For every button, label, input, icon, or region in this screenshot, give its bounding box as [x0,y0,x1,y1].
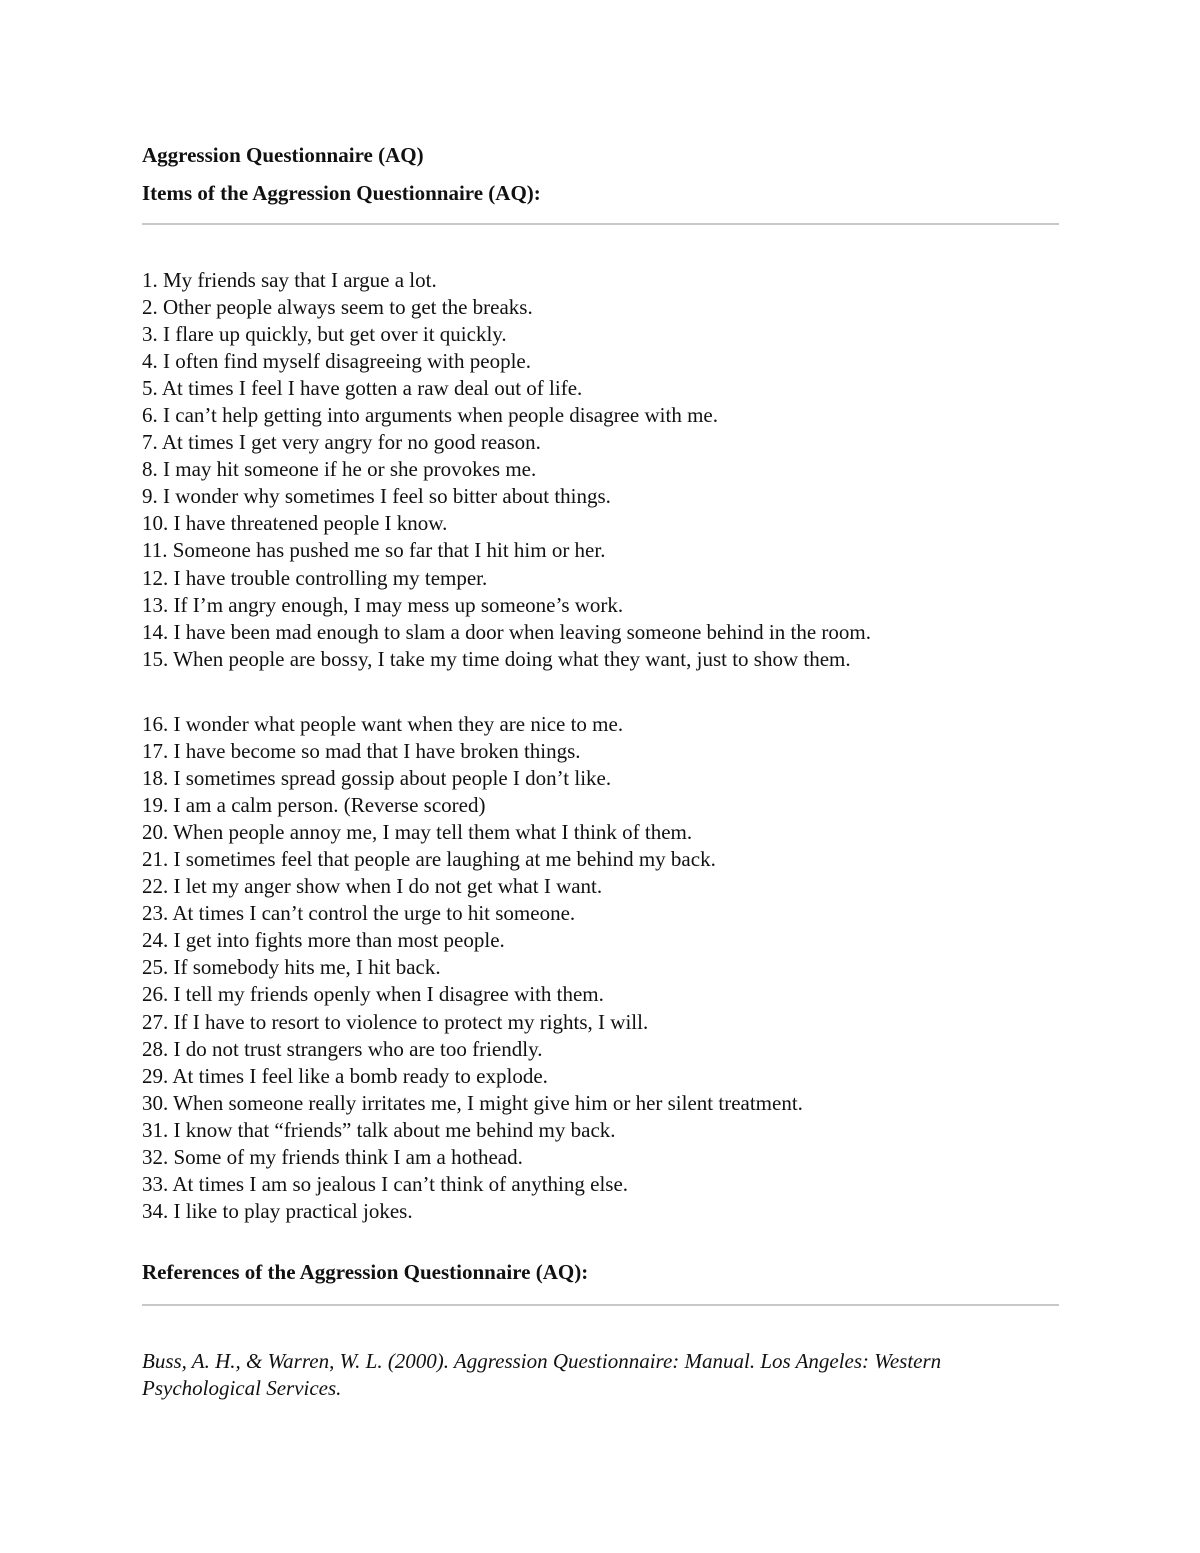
questionnaire-item: 7. At times I get very angry for no good reason. [142,430,541,455]
items-list-group-2 [142,711,803,1225]
questionnaire-item: 8. I may hit someone if he or she provokes me. [142,457,537,482]
questionnaire-item: 3. I flare up quickly, but get over it quickly. [142,322,507,347]
questionnaire-item: 13. If I’m angry enough, I may mess up someone’s work. [142,592,624,617]
questionnaire-item: 19. I am a calm person. (Reverse scored) [142,793,486,818]
section-divider [142,223,1059,225]
references-heading: References of the Aggression Questionnaire (AQ): [142,1260,589,1284]
questionnaire-item: 28. I do not trust strangers who are too friendly. [142,1036,543,1061]
references-divider [142,1304,1059,1306]
questionnaire-item: 14. I have been mad enough to slam a door when leaving someone behind in the room. [142,619,871,644]
items-list-group-1 [142,267,871,673]
questionnaire-item: 17. I have become so mad that I have broken things. [142,739,581,764]
questionnaire-item: 20. When people annoy me, I may tell them what I think of them. [142,820,693,845]
questionnaire-item: 15. When people are bossy, I take my time doing what they want, just to show them. [142,646,851,671]
questionnaire-item: 27. If I have to resort to violence to protect my rights, I will. [142,1009,649,1034]
questionnaire-item: 9. I wonder why sometimes I feel so bitter about things. [142,484,611,509]
questionnaire-item: 18. I sometimes spread gossip about people I don’t like. [142,766,612,791]
questionnaire-item: 26. I tell my friends openly when I disagree with them. [142,982,604,1007]
questionnaire-item: 30. When someone really irritates me, I might give him or her silent treatment. [142,1090,803,1115]
questionnaire-item: 4. I often find myself disagreeing with people. [142,349,531,374]
questionnaire-item: 12. I have trouble controlling my temper. [142,565,488,590]
questionnaire-item: 5. At times I feel I have gotten a raw deal out of life. [142,376,583,401]
questionnaire-item: 2. Other people always seem to get the breaks. [142,295,533,320]
questionnaire-item: 31. I know that “friends” talk about me behind my back. [142,1117,616,1142]
questionnaire-item: 34. I like to play practical jokes. [142,1198,413,1223]
questionnaire-item: 21. I sometimes feel that people are laughing at me behind my back. [142,847,716,872]
questionnaire-item: 23. At times I can’t control the urge to hit someone. [142,901,576,926]
questionnaire-item: 11. Someone has pushed me so far that I hit him or her. [142,538,606,563]
questionnaire-item: 16. I wonder what people want when they are nice to me. [142,712,624,736]
questionnaire-item: 1. My friends say that I argue a lot. [142,268,437,292]
questionnaire-item: 29. At times I feel like a bomb ready to explode. [142,1063,548,1088]
reference-citation: Buss, A. H., & Warren, W. L. (2000). Aggression Questionnaire: Manual. Los Angeles: Western Psychological Services. [142,1349,942,1400]
questionnaire-item: 22. I let my anger show when I do not get what I want. [142,874,603,899]
questionnaire-item: 32. Some of my friends think I am a hothead. [142,1144,523,1169]
document-title: Aggression Questionnaire (AQ) [142,143,424,167]
questionnaire-item: 10. I have threatened people I know. [142,511,448,536]
questionnaire-item: 24. I get into fights more than most people. [142,928,505,953]
questionnaire-item: 33. At times I am so jealous I can’t think of anything else. [142,1171,629,1196]
items-heading: Items of the Aggression Questionnaire (AQ): [142,181,541,205]
questionnaire-item: 25. If somebody hits me, I hit back. [142,955,441,980]
questionnaire-item: 6. I can’t help getting into arguments when people disagree with me. [142,403,718,428]
